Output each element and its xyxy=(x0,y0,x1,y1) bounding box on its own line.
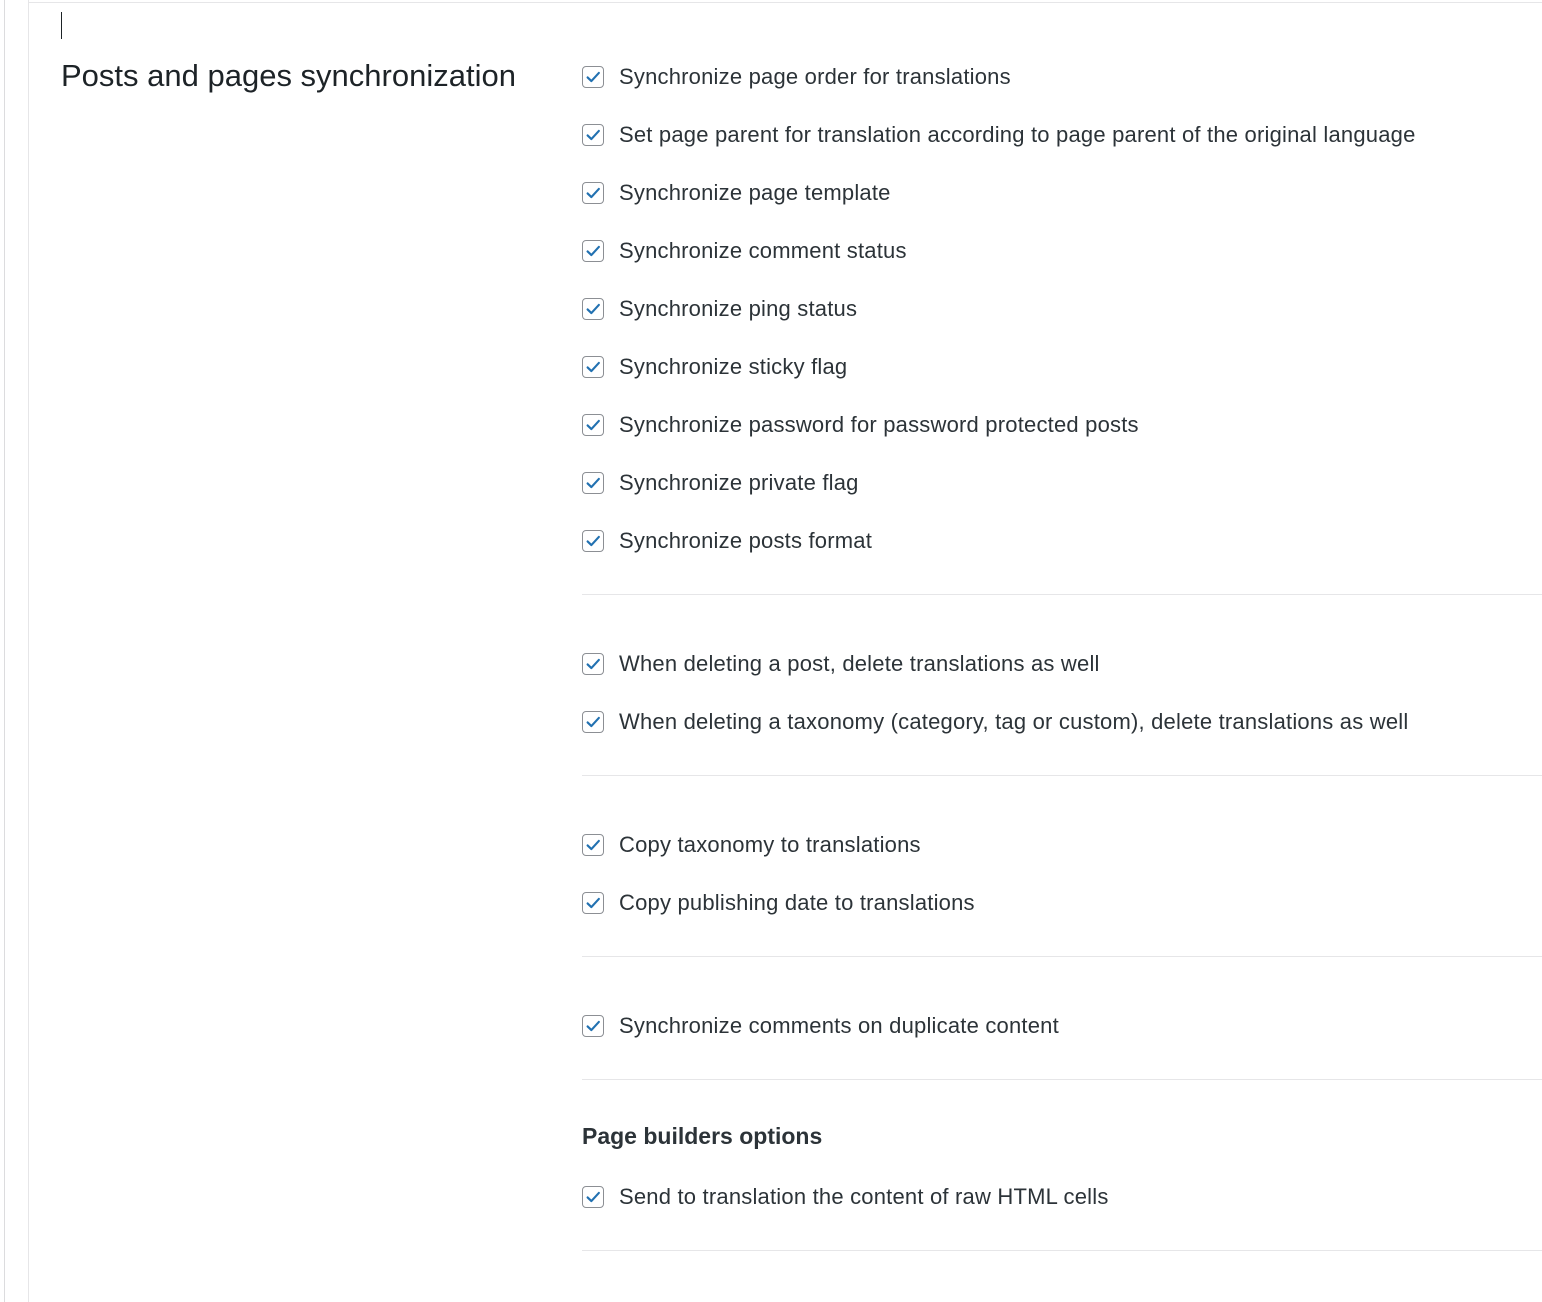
checkbox[interactable] xyxy=(582,472,604,494)
option-label: Synchronize password for password protected posts xyxy=(619,412,1139,437)
checkmark-icon xyxy=(584,1017,602,1035)
option-sync-posts-format[interactable] xyxy=(582,512,1542,570)
checkmark-icon xyxy=(584,1188,602,1206)
sync-options-group xyxy=(582,48,1542,595)
option-sync-page-template[interactable] xyxy=(582,164,1542,222)
checkmark-icon xyxy=(584,242,602,260)
checkmark-icon xyxy=(584,655,602,673)
option-label: Set page parent for translation according to page parent of the original language xyxy=(619,122,1416,147)
option-label: Synchronize ping status xyxy=(619,296,858,321)
checkmark-icon xyxy=(584,68,602,86)
option-sync-page-order[interactable] xyxy=(582,48,1542,106)
page-builders-group xyxy=(582,1104,1542,1251)
checkbox[interactable] xyxy=(582,892,604,914)
checkbox[interactable] xyxy=(582,1015,604,1037)
copy-options-group xyxy=(582,816,1542,957)
options-panel xyxy=(582,48,1542,1251)
checkbox[interactable] xyxy=(582,182,604,204)
option-label: When deleting a taxonomy (category, tag or custom), delete translations as well xyxy=(619,709,1409,734)
checkbox[interactable] xyxy=(582,530,604,552)
option-delete-taxonomy-translations[interactable] xyxy=(582,693,1542,751)
checkbox[interactable] xyxy=(582,1186,604,1208)
option-label: Synchronize comment status xyxy=(619,238,907,263)
option-sync-password[interactable] xyxy=(582,396,1542,454)
option-send-raw-html-cells[interactable] xyxy=(582,1168,1542,1226)
checkmark-icon xyxy=(584,713,602,731)
option-sync-sticky-flag[interactable] xyxy=(582,338,1542,396)
option-label: Copy taxonomy to translations xyxy=(619,832,921,857)
option-label: Copy publishing date to translations xyxy=(619,890,975,915)
option-label: Synchronize sticky flag xyxy=(619,354,848,379)
checkmark-icon xyxy=(584,126,602,144)
checkbox[interactable] xyxy=(582,834,604,856)
option-label: When deleting a post, delete translations as well xyxy=(619,651,1100,676)
checkbox[interactable] xyxy=(582,298,604,320)
checkmark-icon xyxy=(584,416,602,434)
option-sync-comments-duplicate[interactable] xyxy=(582,997,1542,1055)
option-label: Synchronize page template xyxy=(619,180,891,205)
checkbox[interactable] xyxy=(582,240,604,262)
option-sync-ping-status[interactable] xyxy=(582,280,1542,338)
option-sync-comment-status[interactable] xyxy=(582,222,1542,280)
checkbox[interactable] xyxy=(582,653,604,675)
option-label: Synchronize private flag xyxy=(619,470,859,495)
checkbox[interactable] xyxy=(582,711,604,733)
option-label: Synchronize posts format xyxy=(619,528,873,553)
delete-options-group xyxy=(582,635,1542,776)
frame-border-left xyxy=(4,0,5,1302)
page-builders-heading: Page builders options xyxy=(582,1123,823,1149)
checkbox[interactable] xyxy=(582,356,604,378)
option-copy-publishing-date[interactable] xyxy=(582,874,1542,932)
option-copy-taxonomy[interactable] xyxy=(582,816,1542,874)
checkbox[interactable] xyxy=(582,414,604,436)
checkmark-icon xyxy=(584,474,602,492)
checkbox[interactable] xyxy=(582,66,604,88)
option-delete-post-translations[interactable] xyxy=(582,635,1542,693)
checkmark-icon xyxy=(584,894,602,912)
checkmark-icon xyxy=(584,300,602,318)
option-label: Synchronize comments on duplicate content xyxy=(619,1013,1059,1038)
checkmark-icon xyxy=(584,836,602,854)
duplicate-options-group xyxy=(582,997,1542,1080)
checkbox[interactable] xyxy=(582,124,604,146)
option-sync-private-flag[interactable] xyxy=(582,454,1542,512)
checkmark-icon xyxy=(584,532,602,550)
text-cursor xyxy=(61,12,62,39)
frame-border-top xyxy=(28,2,1542,3)
frame-border-inner xyxy=(28,0,29,1302)
checkmark-icon xyxy=(584,358,602,376)
section-title: Posts and pages synchronization xyxy=(61,58,516,93)
checkmark-icon xyxy=(584,184,602,202)
option-label: Synchronize page order for translations xyxy=(619,64,1011,89)
option-set-page-parent[interactable] xyxy=(582,106,1542,164)
option-label: Send to translation the content of raw HTML cells xyxy=(619,1184,1109,1209)
